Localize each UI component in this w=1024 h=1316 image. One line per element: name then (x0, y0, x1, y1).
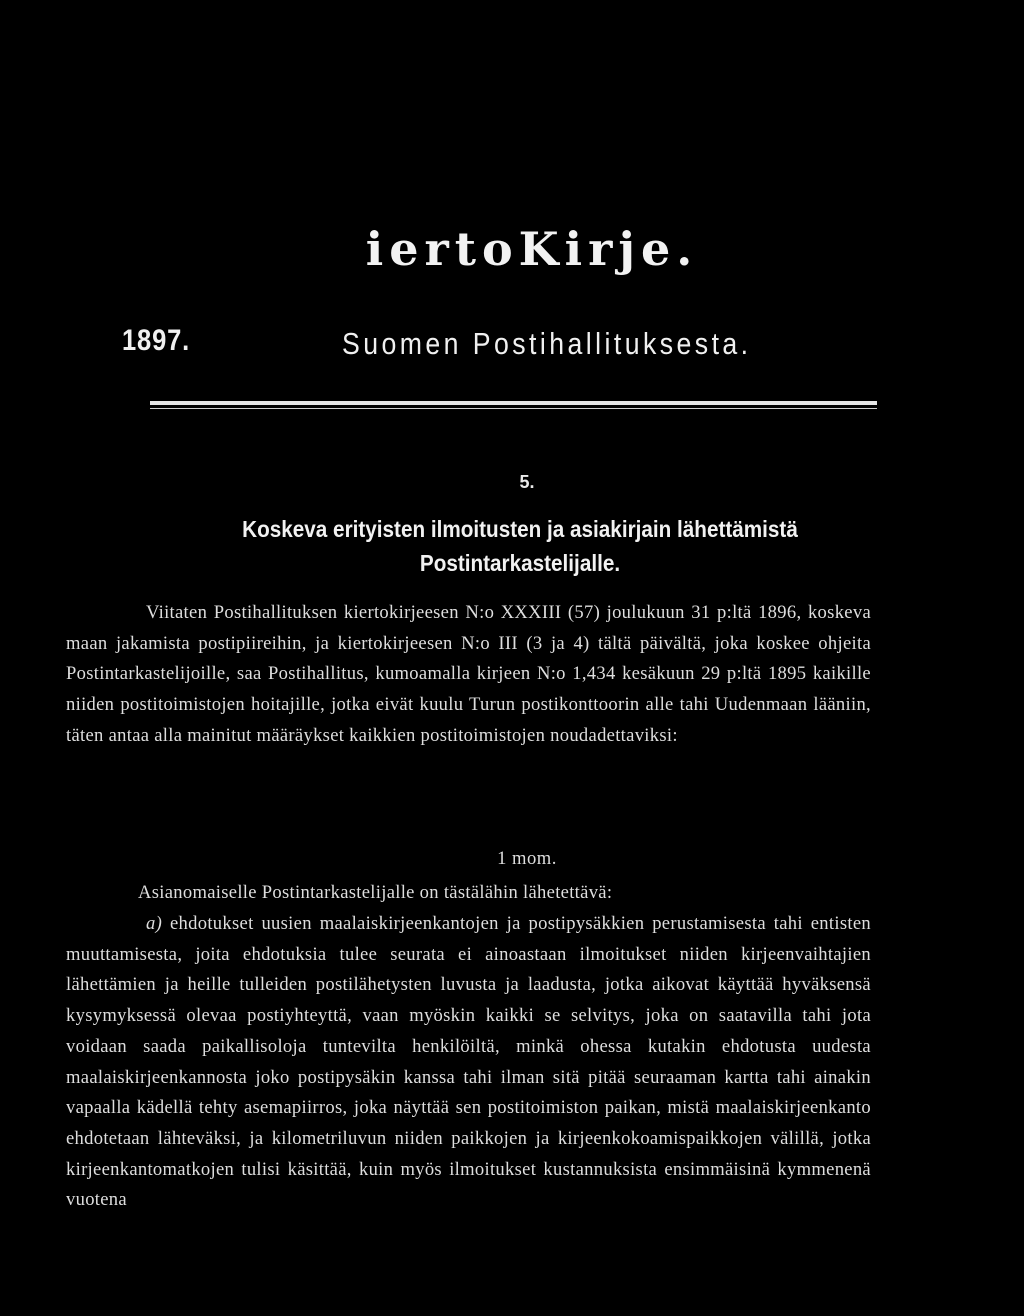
clause-a (66, 909, 871, 1216)
clause-a-paragraph (66, 909, 871, 1216)
header-rule-thick (150, 401, 877, 405)
section-heading: 1 mom. (497, 848, 557, 869)
clause-label: a) (146, 913, 163, 934)
clause-text: ehdotukset uusien maalaiskirjeenkantojen ja postipysäkkien perustamisesta tahi entisten muuttamisesta, joita ehdotuksia tulee seurata ei ainoastaan ilmoitukset niiden kirjeenvaihtajien lähettämien ja heille tulleiden postilähetysten luvusta ja laadusta, jotka aikovat käyttää hyväksensä kysymyksessä olevaa postiyhteyttä, vaan myöskin kaikki se selvitys, joka on saatavilla tahi jota voidaan saada paikallisoloja tuntevilta henkilöiltä, minkä ohessa kutakin ehdotusta uudesta maalaiskirjeenkannosta joko postipysäkin kanssa tahi ilman sitä pitää seuraaman kartta tahi ainakin vapaalla kädellä tehty asemapiirros, joka näyttää sen postitoimiston paikan, mistä maalaiskirjeenkanto ehdotetaan lähteväksi, ja kilometriluvun niiden paikkojen ja kirjeenkokoamispaikkojen välillä, jotka kirjeenkantomatkojen tulisi käsittää, kuin myös ilmoitukset kustannuksista ensimmäisinä kymmenenä vuotena (66, 913, 871, 1211)
intro-text: Viitaten Postihallituksen kiertokirjeesen N:o XXXIII (57) joulukuun 31 p:ltä 1896, koskeva maan jakamista postipiireihin, ja kiertokirjeesen N:o III (3 ja 4) tältä päivältä, joka koskee ohjeita Postintarkastelijoille, saa Postihallitus, kumoamalla kirjeen N:o 1,434 kesäkuun 29 p:ltä 1895 kaikille niiden postitoimistojen hoitajille, jotka eivät kuulu Turun postikonttoorin alle tahi Uudenmaan lääniin, täten antaa alla mainitut määräykset kaikkien postitoimistojen noudadettaviksi: (66, 602, 871, 746)
circular-number: 5. (519, 472, 535, 492)
issuer-line: Suomen Postihallituksesta. (342, 326, 752, 361)
masthead-title: iertoKirje. (365, 222, 699, 276)
circular-subject (178, 512, 862, 580)
header-rule-thin (150, 408, 877, 409)
intro-paragraph (66, 598, 871, 752)
issue-year: 1897. (122, 324, 191, 357)
subject-line-2: Postintarkastelijalle. (419, 550, 621, 576)
subject-line-1: Koskeva erityisten ilmoitusten ja asiakirjain lähettämistä (242, 516, 798, 542)
section-lead (66, 878, 871, 909)
section-lead-text: Asianomaiselle Postintarkastelijalle on tästälähin lähetettävä: (138, 882, 613, 903)
